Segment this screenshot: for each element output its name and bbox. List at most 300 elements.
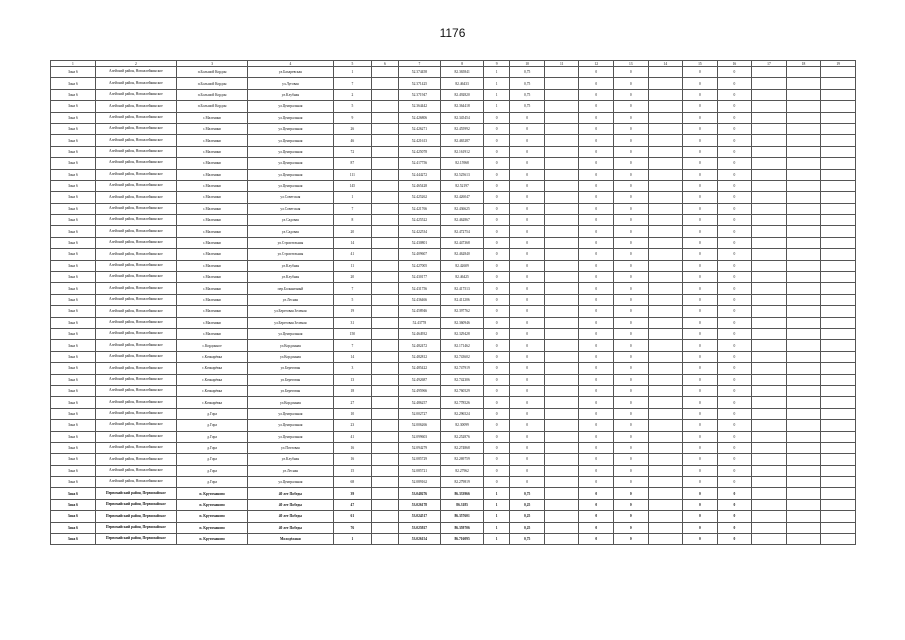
table-cell: [752, 249, 787, 260]
table-cell: 0: [614, 101, 649, 112]
table-cell: 0,25: [510, 522, 545, 533]
table-cell: Алейский район, Новоалейкинское: [95, 420, 176, 431]
table-cell: Зона 6: [51, 511, 96, 522]
table-cell: 0: [614, 374, 649, 385]
table-cell: Алейский район, Новоалейкинское: [95, 306, 176, 317]
table-cell: 7: [333, 283, 372, 294]
table-cell: [648, 101, 683, 112]
table-cell: 0: [683, 351, 718, 362]
table-cell: 0: [510, 249, 545, 260]
table-cell: 0: [614, 488, 649, 499]
table-row: [51, 306, 856, 317]
table-cell: 52.371947: [398, 89, 441, 100]
column-header: 18: [786, 61, 821, 67]
table-cell: 52.465428: [398, 180, 441, 191]
table-cell: [786, 67, 821, 78]
table-cell: д.Гора: [177, 442, 248, 453]
table-cell: 82.30099: [441, 420, 484, 431]
table-cell: [372, 522, 398, 533]
table-cell: [544, 203, 579, 214]
table-cell: ул.Советская: [248, 203, 333, 214]
table-cell: [648, 158, 683, 169]
table-cell: 0: [614, 351, 649, 362]
table-cell: ул.Кордонная: [248, 340, 333, 351]
table-cell: 14: [333, 351, 372, 362]
table-cell: [786, 454, 821, 465]
table-cell: 0: [717, 158, 752, 169]
table-cell: [648, 249, 683, 260]
table-cell: 0: [483, 112, 509, 123]
table-cell: 11: [333, 260, 372, 271]
table-cell: [544, 249, 579, 260]
table-cell: 0: [614, 511, 649, 522]
table-cell: 0: [579, 408, 614, 419]
table-cell: Зона 6: [51, 215, 96, 226]
table-cell: [786, 294, 821, 305]
table-cell: 82.742306: [441, 374, 484, 385]
table-cell: 0: [579, 442, 614, 453]
table-cell: [544, 465, 579, 476]
table-cell: 1: [483, 499, 509, 510]
table-cell: 0: [683, 283, 718, 294]
table-cell: Зона 6: [51, 534, 96, 545]
table-cell: 15: [333, 465, 372, 476]
table-cell: [372, 101, 398, 112]
table-cell: [544, 306, 579, 317]
table-cell: 52.431756: [398, 283, 441, 294]
column-header: 16: [717, 61, 752, 67]
table-cell: 0: [683, 363, 718, 374]
table-cell: с.Маленино: [177, 135, 248, 146]
table-cell: с.Маленино: [177, 146, 248, 157]
table-cell: [372, 203, 398, 214]
table-cell: с.Кочкарёвка: [177, 374, 248, 385]
table-cell: Зона 6: [51, 237, 96, 248]
table-cell: 0: [717, 340, 752, 351]
table-cell: [821, 146, 856, 157]
column-header: 10: [510, 61, 545, 67]
table-cell: 52.464932: [398, 328, 441, 339]
table-row: [51, 431, 856, 442]
table-cell: [786, 192, 821, 203]
table-cell: 0: [683, 294, 718, 305]
table-cell: 18: [333, 385, 372, 396]
table-cell: 82.296524: [441, 408, 484, 419]
table-cell: 0: [614, 283, 649, 294]
column-header: 12: [579, 61, 614, 67]
table-cell: 72: [333, 146, 372, 157]
table-cell: 52.099603: [398, 431, 441, 442]
table-cell: с.Кочкарёвка: [177, 363, 248, 374]
table-cell: Зона 6: [51, 67, 96, 78]
table-cell: [752, 158, 787, 169]
table-cell: 0: [614, 477, 649, 488]
table-cell: 0: [614, 67, 649, 78]
table-cell: 0: [483, 351, 509, 362]
table-cell: Зона 6: [51, 192, 96, 203]
table-cell: 0: [483, 442, 509, 453]
table-cell: [544, 488, 579, 499]
table-cell: 40 лет Победы: [248, 522, 333, 533]
table-cell: 0: [483, 215, 509, 226]
table-cell: 41: [333, 431, 372, 442]
table-cell: [821, 158, 856, 169]
table-cell: Алейский район, Новоалейкинское: [95, 477, 176, 488]
table-cell: с.Маленино: [177, 317, 248, 328]
table-cell: 0: [717, 78, 752, 89]
table-cell: [752, 283, 787, 294]
table-cell: 52.485422: [398, 363, 441, 374]
table-cell: Алейский район, Новоалейкинское: [95, 328, 176, 339]
table-cell: [752, 431, 787, 442]
table-cell: [544, 351, 579, 362]
table-cell: 0: [717, 534, 752, 545]
table-cell: [544, 328, 579, 339]
table-cell: [752, 442, 787, 453]
table-cell: [372, 397, 398, 408]
table-cell: Зона 6: [51, 488, 96, 499]
table-cell: 82.397762: [441, 306, 484, 317]
table-cell: Алейский район, Новоалейкинское: [95, 226, 176, 237]
table-cell: [786, 465, 821, 476]
table-cell: 40 лет Победы: [248, 499, 333, 510]
table-cell: Алейский район, Новоалейкинское: [95, 272, 176, 283]
table-cell: [648, 488, 683, 499]
table-cell: Алейский район, Новоалейкинское: [95, 374, 176, 385]
table-cell: 82.747919: [441, 363, 484, 374]
table-cell: [372, 123, 398, 134]
table-cell: 82.760529: [441, 385, 484, 396]
table-cell: [752, 78, 787, 89]
table-cell: 0: [683, 465, 718, 476]
table-cell: 0: [717, 146, 752, 157]
table-cell: Алейский район, Новоалейкинское: [95, 237, 176, 248]
table-cell: [372, 431, 398, 442]
table-cell: [821, 203, 856, 214]
table-cell: Алейский район, Новоалейкинское: [95, 454, 176, 465]
table-cell: Алейский район, Новоалейкинское: [95, 363, 176, 374]
table-cell: 0: [483, 146, 509, 157]
table-cell: 0: [717, 511, 752, 522]
table-cell: ул.Центральная: [248, 146, 333, 157]
table-cell: [372, 215, 398, 226]
table-cell: 0: [717, 442, 752, 453]
table-cell: 0: [579, 465, 614, 476]
table-cell: [372, 67, 398, 78]
table-cell: 52.458946: [398, 306, 441, 317]
table-cell: [372, 465, 398, 476]
table-cell: ул.Бахаревская: [248, 67, 333, 78]
table-cell: 0: [683, 226, 718, 237]
table-cell: п.Большой Кордон: [177, 67, 248, 78]
table-cell: с.Маленино: [177, 294, 248, 305]
table-cell: Зона 6: [51, 420, 96, 431]
table-cell: Зона 6: [51, 397, 96, 408]
table-cell: [372, 340, 398, 351]
table-cell: 0: [483, 226, 509, 237]
table-cell: ул.Лесная: [248, 294, 333, 305]
table-cell: [821, 272, 856, 283]
table-cell: 0: [579, 135, 614, 146]
table-cell: ул.Клубная: [248, 89, 333, 100]
table-cell: 0: [717, 374, 752, 385]
table-cell: 0: [579, 534, 614, 545]
table-cell: [821, 374, 856, 385]
table-cell: п. Крутоманово: [177, 511, 248, 522]
table-cell: 20: [333, 272, 372, 283]
column-header: 4: [248, 61, 333, 67]
table-cell: 0: [579, 420, 614, 431]
table-cell: Молодёжная: [248, 534, 333, 545]
table-cell: [786, 522, 821, 533]
table-cell: Зона 6: [51, 135, 96, 146]
table-cell: 0: [717, 465, 752, 476]
table-cell: [752, 146, 787, 157]
table-cell: [372, 408, 398, 419]
table-cell: ул.Клубная: [248, 260, 333, 271]
table-cell: 52.43778: [398, 317, 441, 328]
table-cell: [372, 135, 398, 146]
table-cell: 0: [717, 385, 752, 396]
table-cell: 0: [717, 89, 752, 100]
column-header: 3: [177, 61, 248, 67]
table-row: [51, 78, 856, 89]
table-cell: 82.364418: [441, 101, 484, 112]
table-cell: [544, 340, 579, 351]
table-cell: 0: [614, 180, 649, 191]
table-cell: 52.085729: [398, 454, 441, 465]
table-row: [51, 237, 856, 248]
table-cell: 31: [333, 317, 372, 328]
table-cell: [648, 67, 683, 78]
table-cell: ул.Садовая: [248, 226, 333, 237]
table-cell: 0: [483, 249, 509, 260]
table-cell: Зона 6: [51, 203, 96, 214]
table-cell: [372, 283, 398, 294]
table-cell: Алейский район, Новоалейкинское: [95, 397, 176, 408]
table-cell: [544, 237, 579, 248]
table-cell: 13: [333, 374, 372, 385]
table-cell: 0: [683, 146, 718, 157]
table-cell: 0: [683, 522, 718, 533]
table-cell: 0: [510, 420, 545, 431]
table-cell: 1: [483, 78, 509, 89]
table-row: [51, 226, 856, 237]
table-cell: Зона 6: [51, 180, 96, 191]
table-cell: [786, 260, 821, 271]
table-cell: [648, 340, 683, 351]
table-cell: [821, 249, 856, 260]
table-cell: [821, 169, 856, 180]
table-cell: ул.Центральная: [248, 158, 333, 169]
table-cell: [544, 135, 579, 146]
table-cell: 0: [510, 340, 545, 351]
table-cell: [648, 431, 683, 442]
table-cell: 52.371425: [398, 78, 441, 89]
table-cell: [544, 192, 579, 203]
table-row: [51, 477, 856, 488]
table-cell: 0: [579, 522, 614, 533]
table-cell: [786, 158, 821, 169]
table-cell: 0: [510, 123, 545, 134]
table-cell: 150: [333, 328, 372, 339]
table-cell: с.Кочкарёвка: [177, 351, 248, 362]
table-cell: [648, 499, 683, 510]
table-cell: [752, 374, 787, 385]
table-cell: 0: [579, 260, 614, 271]
table-row: [51, 283, 856, 294]
table-cell: 0: [579, 431, 614, 442]
table-cell: [786, 420, 821, 431]
table-cell: 14: [333, 237, 372, 248]
table-cell: 0: [683, 499, 718, 510]
table-cell: 0: [614, 226, 649, 237]
table-cell: 82.447368: [441, 237, 484, 248]
column-header: 13: [614, 61, 649, 67]
table-cell: [544, 169, 579, 180]
table-cell: ул.Береговая: [248, 385, 333, 396]
table-cell: [544, 317, 579, 328]
table-cell: [544, 226, 579, 237]
table-cell: [752, 180, 787, 191]
table-cell: [544, 260, 579, 271]
table-row: [51, 272, 856, 283]
table-cell: [821, 260, 856, 271]
table-cell: д.Гора: [177, 420, 248, 431]
table-cell: пер.Больничный: [248, 283, 333, 294]
table-cell: 0: [510, 477, 545, 488]
table-cell: 0: [683, 306, 718, 317]
table-cell: 0: [683, 340, 718, 351]
table-cell: п. Крутоманово: [177, 534, 248, 545]
table-cell: 0: [579, 78, 614, 89]
table-cell: [821, 488, 856, 499]
table-cell: 0: [614, 192, 649, 203]
table-cell: [786, 340, 821, 351]
table-row: [51, 192, 856, 203]
table-cell: 0: [483, 260, 509, 271]
table-cell: 52.094279: [398, 442, 441, 453]
table-cell: 0: [614, 328, 649, 339]
table-cell: [544, 431, 579, 442]
table-cell: [648, 180, 683, 191]
table-cell: Зона 6: [51, 294, 96, 305]
table-cell: 0: [717, 112, 752, 123]
table-cell: [752, 317, 787, 328]
table-cell: 0: [614, 272, 649, 283]
table-cell: ул.Центральная: [248, 431, 333, 442]
table-row: [51, 499, 856, 510]
table-cell: [648, 260, 683, 271]
table-cell: 0: [717, 351, 752, 362]
table-cell: Алейский район, Новоалейкинское: [95, 340, 176, 351]
table-cell: ул.Луговая: [248, 78, 333, 89]
table-cell: 82.42609: [441, 260, 484, 271]
table-cell: п. Крутоманово: [177, 499, 248, 510]
table-cell: [786, 135, 821, 146]
table-cell: [786, 397, 821, 408]
table-cell: 0: [614, 397, 649, 408]
table-cell: 0: [510, 294, 545, 305]
table-cell: [372, 260, 398, 271]
table-cell: 0: [683, 442, 718, 453]
table-cell: Алейский район, Новоалейкинское: [95, 351, 176, 362]
table-cell: [786, 363, 821, 374]
table-row: [51, 260, 856, 271]
table-cell: ул.Центральная: [248, 101, 333, 112]
table-cell: 52.482472: [398, 340, 441, 351]
table-cell: Зона 6: [51, 112, 96, 123]
table-cell: 0: [683, 454, 718, 465]
table-cell: 68: [333, 477, 372, 488]
table-cell: 0: [483, 203, 509, 214]
table-cell: с.Маленино: [177, 249, 248, 260]
table-cell: [752, 351, 787, 362]
table-cell: Алейский район, Новоалейкинское: [95, 260, 176, 271]
table-row: [51, 363, 856, 374]
table-cell: 0,25: [510, 499, 545, 510]
table-cell: 39: [333, 488, 372, 499]
table-cell: [786, 169, 821, 180]
table-row: [51, 397, 856, 408]
table-cell: Алейский район, Новоалейкинское: [95, 123, 176, 134]
table-cell: с.Маленино: [177, 226, 248, 237]
table-row: [51, 534, 856, 545]
table-cell: 52.486257: [398, 397, 441, 408]
table-cell: 1: [483, 488, 509, 499]
table-cell: с.Маленино: [177, 203, 248, 214]
table-cell: 0: [483, 306, 509, 317]
table-cell: 0: [614, 363, 649, 374]
table-cell: 0: [483, 408, 509, 419]
table-cell: 0: [579, 101, 614, 112]
table-cell: 0: [483, 192, 509, 203]
table-cell: 52.426806: [398, 112, 441, 123]
table-cell: с.Маленино: [177, 306, 248, 317]
table-cell: 82.52197: [441, 180, 484, 191]
table-cell: [648, 511, 683, 522]
table-cell: [544, 363, 579, 374]
table-cell: ул.Строительная: [248, 237, 333, 248]
table-cell: [752, 511, 787, 522]
table-cell: [752, 465, 787, 476]
table-cell: 0: [717, 123, 752, 134]
table-cell: Алейский район, Новоалейкинское: [95, 169, 176, 180]
table-cell: [786, 146, 821, 157]
table-cell: 52.425522: [398, 215, 441, 226]
table-cell: 0: [510, 215, 545, 226]
table-cell: [372, 511, 398, 522]
table-cell: 7: [333, 78, 372, 89]
table-cell: 0: [717, 237, 752, 248]
table-cell: 0: [683, 78, 718, 89]
table-cell: ул.Центральная: [248, 420, 333, 431]
table-cell: [821, 385, 856, 396]
table-cell: [786, 112, 821, 123]
table-cell: 0: [510, 306, 545, 317]
table-cell: 0: [579, 351, 614, 362]
table-cell: 0: [614, 260, 649, 271]
table-cell: 53.026154: [398, 534, 441, 545]
table-cell: Зона 6: [51, 158, 96, 169]
table-cell: [821, 135, 856, 146]
table-cell: 0: [717, 215, 752, 226]
table-cell: 52.417756: [398, 158, 441, 169]
table-cell: Зона 6: [51, 522, 96, 533]
table-cell: 0: [614, 522, 649, 533]
table-cell: 0: [717, 67, 752, 78]
table-cell: 0: [683, 180, 718, 191]
